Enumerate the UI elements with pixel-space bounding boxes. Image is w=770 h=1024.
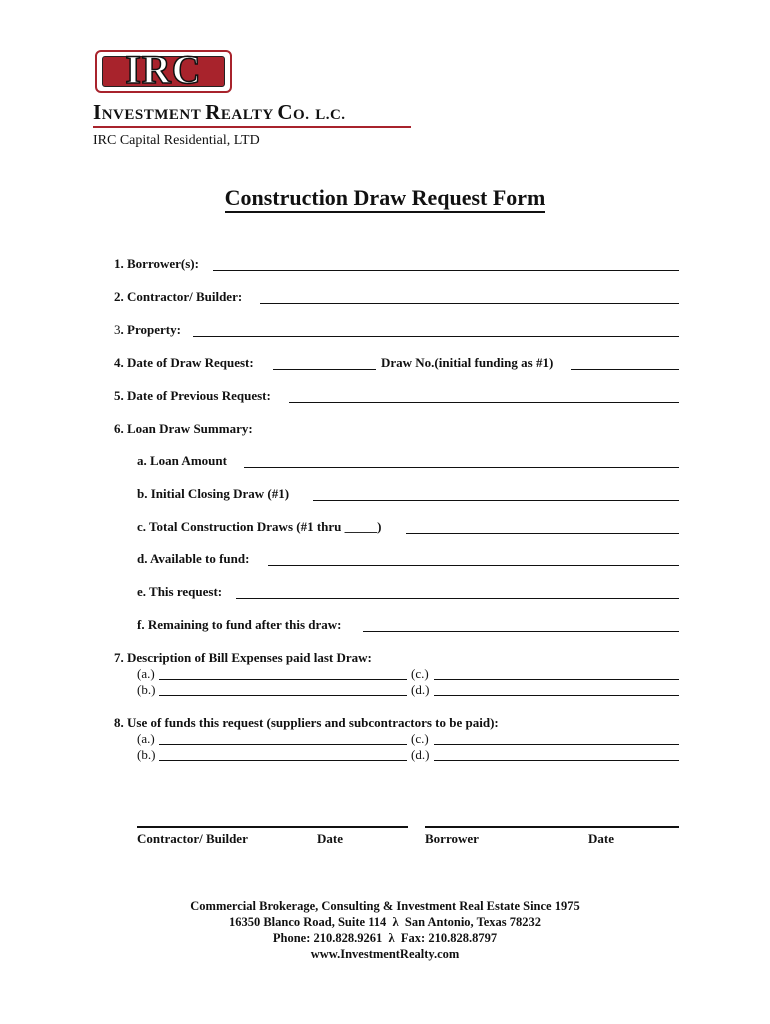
- borrowers-label: 1. Borrower(s):: [114, 256, 199, 271]
- contractor-label: 2. Contractor/ Builder:: [114, 289, 243, 304]
- initial-closing-label: b. Initial Closing Draw (#1): [137, 486, 290, 501]
- company-logo: [95, 47, 232, 93]
- footer-contact: Phone: 210.828.9261 λ Fax: 210.828.8797: [272, 931, 498, 945]
- footer-tagline: Commercial Brokerage, Consulting & Investment Real Estate Since 1975: [190, 899, 580, 913]
- section8-b-label: (b.): [137, 747, 156, 762]
- section8-b-field[interactable]: [159, 760, 407, 761]
- loan-amount-field[interactable]: [244, 467, 679, 468]
- this-request-field[interactable]: [236, 598, 679, 599]
- remaining-label: f. Remaining to fund after this draw:: [137, 617, 342, 632]
- section8-a-label: (a.): [137, 731, 155, 746]
- footer-website[interactable]: www.InvestmentRealty.com: [310, 947, 460, 961]
- section7-a-label: (a.): [137, 666, 155, 681]
- borrower-date-label: Date: [588, 831, 614, 846]
- section7-d-field[interactable]: [434, 695, 679, 696]
- section8-heading: 8. Use of funds this request (suppliers and subcontractors to be paid):: [114, 715, 499, 730]
- form-title: Construction Draw Request Form: [0, 185, 770, 211]
- draw-date-field[interactable]: [273, 369, 376, 370]
- section7-b-label: (b.): [137, 682, 156, 697]
- loan-amount-label: a. Loan Amount: [137, 453, 227, 468]
- separator-icon: λ: [392, 915, 399, 929]
- this-request-label: e. This request:: [137, 584, 223, 599]
- property-field[interactable]: [193, 336, 679, 337]
- total-draws-field[interactable]: [406, 533, 679, 534]
- section7-b-field[interactable]: [159, 695, 407, 696]
- contractor-field[interactable]: [260, 303, 679, 304]
- draw-date-label: 4. Date of Draw Request:: [114, 355, 254, 370]
- draw-number-label: Draw No.(initial funding as #1): [381, 355, 554, 370]
- section7-a-field[interactable]: [159, 679, 407, 680]
- previous-date-label: 5. Date of Previous Request:: [114, 388, 271, 403]
- separator-icon: λ: [388, 931, 395, 945]
- loan-summary-heading: 6. Loan Draw Summary:: [114, 421, 253, 436]
- section7-heading: 7. Description of Bill Expenses paid last Draw:: [114, 650, 372, 665]
- property-label: 3. Property:: [114, 322, 181, 337]
- company-subtitle: IRC Capital Residential, LTD: [93, 133, 260, 148]
- section8-a-field[interactable]: [159, 744, 407, 745]
- section7-d-label: (d.): [411, 682, 430, 697]
- draw-number-field[interactable]: [571, 369, 679, 370]
- section8-c-field[interactable]: [434, 744, 679, 745]
- footer-address: 16350 Blanco Road, Suite 114 λ San Antonio, Texas 78232: [228, 915, 542, 929]
- contractor-date-label: Date: [317, 831, 343, 846]
- total-draws-label: c. Total Construction Draws (#1 thru _____): [137, 519, 382, 534]
- initial-closing-field[interactable]: [313, 500, 679, 501]
- contractor-signature-label: Contractor/ Builder: [137, 831, 248, 846]
- borrowers-field[interactable]: [213, 270, 679, 271]
- company-name: INVESTMENT REALTY CO. L.C.: [93, 100, 346, 124]
- remaining-field[interactable]: [363, 631, 679, 632]
- logo-text: IRC: [125, 47, 202, 92]
- section8-d-field[interactable]: [434, 760, 679, 761]
- section7-c-field[interactable]: [434, 679, 679, 680]
- section8-d-label: (d.): [411, 747, 430, 762]
- available-field[interactable]: [268, 565, 679, 566]
- section7-c-label: (c.): [411, 666, 429, 681]
- contractor-signature-line[interactable]: [137, 826, 408, 828]
- borrower-signature-label: Borrower: [425, 831, 479, 846]
- section8-c-label: (c.): [411, 731, 429, 746]
- previous-date-field[interactable]: [289, 402, 679, 403]
- borrower-signature-line[interactable]: [425, 826, 679, 828]
- available-label: d. Available to fund:: [137, 551, 250, 566]
- footer: [0, 898, 770, 962]
- company-rule: [93, 126, 411, 128]
